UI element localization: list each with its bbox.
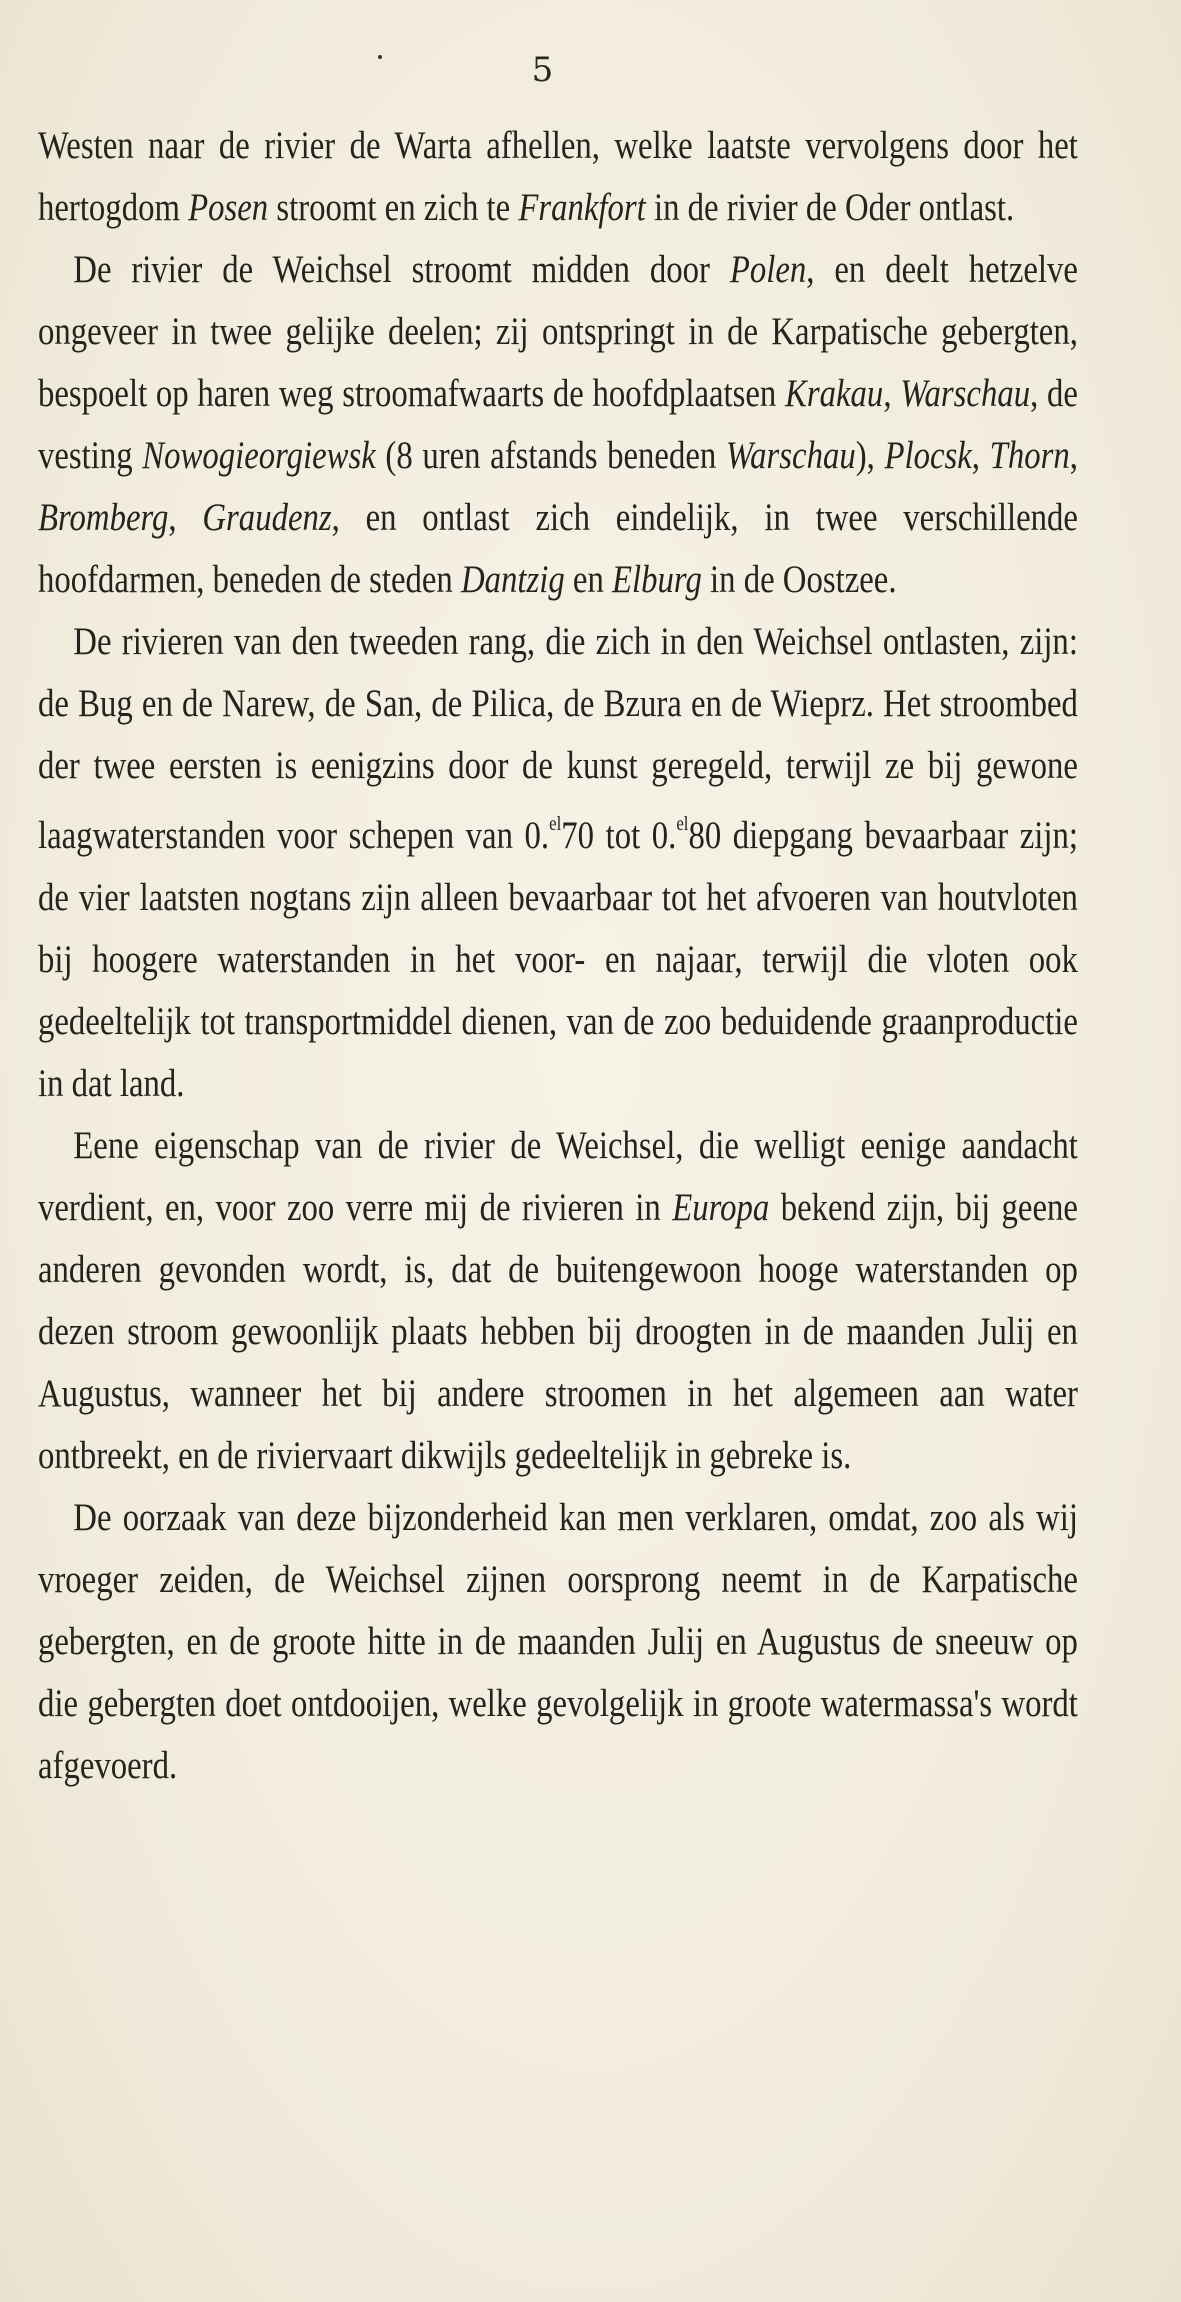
paragraph: [38, 115, 1078, 239]
text-run: De oorzaak van deze bijzonderheid kan men verklaren, omdat, zoo als wij vroeger zeiden, de Weichsel zijnen oorsprong neemt in de Karpatische gebergten, en de groote hitte in de maanden Julij en Augustus de sneeuw op die gebergten doet ontdooijen, welke gevolgelijk in groote watermassa's wordt afgevoerd.: [38, 1496, 1078, 1787]
page-number: 5: [531, 50, 554, 90]
italic-place-name: Bromberg: [38, 496, 169, 539]
text-run: De rivieren van den tweeden rang, die zich in den Weichsel ontlasten, zijn: de Bug en de Narew, de San, de Pilica, de Bzura en de Wieprz. Het stroombed der twee eersten is eenigzins door de kunst geregeld, terwijl ze bij gewone laagwaterstanden voor schepen van 0.: [38, 620, 1078, 857]
text-run: in de rivier de Oder ontlast.: [645, 186, 1015, 229]
italic-place-name: Graudenz: [202, 496, 332, 539]
text-run: Westen naar de rivier de Warta afhellen, welke laatste vervolgens door het hertogdom: [38, 124, 1078, 229]
italic-place-name: Frankfort: [518, 186, 646, 229]
italic-place-name: Nowogieorgiewsk: [142, 434, 376, 477]
text-run: ,: [883, 372, 901, 415]
text-run: en: [564, 558, 613, 601]
unit-superscript: el: [549, 813, 562, 835]
text-run: 70 tot 0.: [561, 814, 677, 857]
text-run: , en ontlast zich eindelijk, in twee verschillende hoofdarmen, beneden de steden: [38, 496, 1078, 601]
unit-superscript: el: [676, 813, 689, 835]
text-run: ,: [1069, 434, 1078, 477]
italic-place-name: Europa: [672, 1186, 770, 1229]
text-run: , en deelt hetzelve ongeveer in twee gelijke deelen; zij ontspringt in de Karpatische gebergten, bespoelt op haren weg stroomafwaarts de hoofdplaatsen: [38, 248, 1078, 415]
paragraph: [38, 239, 1078, 611]
text-run: De rivier de Weichsel stroomt midden door: [73, 248, 730, 291]
body-text: [38, 115, 1078, 1797]
paragraph: [38, 1115, 1078, 1487]
italic-place-name: Thorn: [989, 434, 1070, 477]
text-run: , de vesting: [38, 372, 1078, 477]
italic-place-name: Warschau: [900, 372, 1031, 415]
text-run: in de Oostzee.: [701, 558, 897, 601]
text-run: Eene eigenschap van de rivier de Weichsel, die welligt eenige aandacht verdient, en, voor zoo verre mij de rivieren in: [38, 1124, 1078, 1229]
italic-place-name: Plocsk: [884, 434, 972, 477]
italic-place-name: Posen: [188, 186, 269, 229]
text-run: bekend zijn, bij geene anderen gevonden wordt, is, dat de buitengewoon hooge waterstanden op dezen stroom gewoonlijk plaats hebben bij droogten in de maanden Julij en Augustus, wanneer het bij andere stroomen in het algemeen aan water ontbreekt, en de riviervaart dikwijls gedeeltelijk in gebreke is.: [38, 1186, 1078, 1477]
text-run: ),: [855, 434, 885, 477]
italic-place-name: Krakau: [785, 372, 884, 415]
text-run: (8 uren afstands beneden: [375, 434, 726, 477]
text-run: 80 diepgang bevaarbaar zijn; de vier laatsten nogtans zijn alleen bevaarbaar tot het afvoeren van houtvloten bij hoogere waterstanden in het voor- en najaar, terwijl die vloten ook gedeeltelijk tot transportmiddel dienen, van de zoo beduidende graanproductie in dat land.: [38, 814, 1078, 1105]
italic-place-name: Elburg: [612, 558, 702, 601]
italic-place-name: Dantzig: [460, 558, 565, 601]
paragraph: [38, 1487, 1078, 1797]
paragraph: [38, 611, 1078, 1115]
italic-place-name: Polen: [729, 248, 807, 291]
text-run: ,: [168, 496, 203, 539]
text-run: ,: [971, 434, 990, 477]
italic-place-name: Warschau: [725, 434, 856, 477]
text-run: stroomt en zich te: [268, 186, 519, 229]
